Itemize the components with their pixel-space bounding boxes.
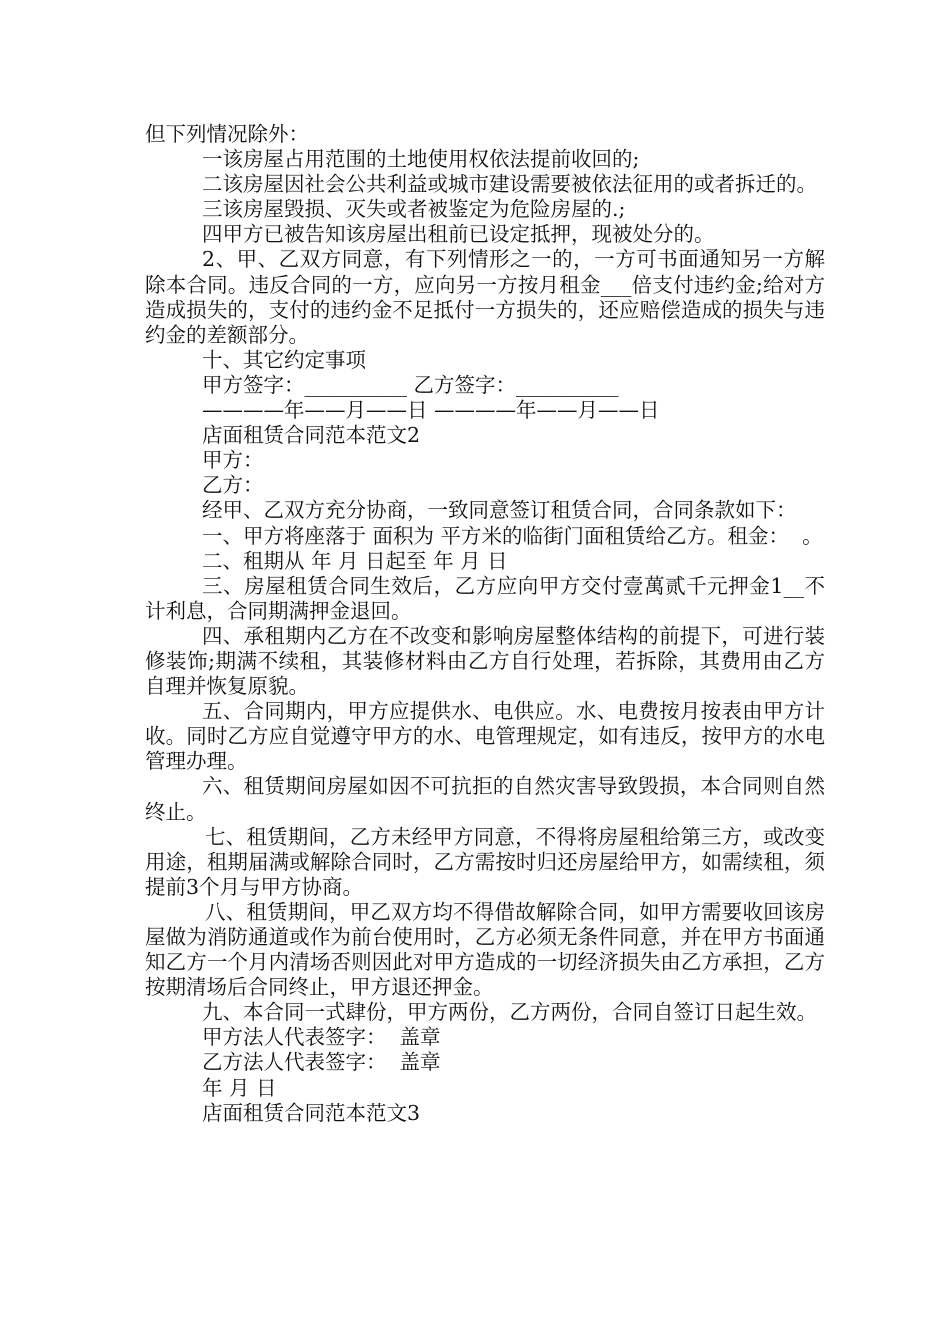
paragraph-exception-4: 四甲方已被告知该房屋出租前已设定抵押，现被处分的。 bbox=[202, 222, 715, 247]
signature-date: 年 月 日 bbox=[202, 1075, 277, 1100]
template-title-3: 店面租赁合同范本范文3 bbox=[202, 1100, 421, 1125]
paragraph-exceptions-intro: 但下列情况除外： bbox=[145, 122, 309, 146]
clause-6: 六、租赁期间房屋如因不可抗拒的自然灾害导致毁损，本合同则自然终止。 bbox=[145, 774, 825, 824]
template-title-2: 店面租赁合同范本范文2 bbox=[202, 423, 421, 448]
party-a-line: 甲方： bbox=[202, 448, 264, 473]
paragraph-termination-clause: 2、甲、乙双方同意，有下列情形之一的，一方可书面通知另一方解除本合同。违反合同的一方，应向另一方按月租金___倍支付违约金;给对方造成损失的，支付的违约金不足抵付一方损失的，还应赔偿造成的损失与违约金的差额部分。 bbox=[145, 247, 825, 347]
document-body bbox=[145, 122, 825, 1126]
date-line: ————年——月——日 ————年——月——日 bbox=[202, 398, 660, 423]
section-other-matters: 十、其它约定事项 bbox=[202, 347, 366, 372]
clause-8: 八、租赁期间，甲乙双方均不得借故解除合同，如甲方需要收回该房屋做为消防通道或作为前台使用时，乙方必须无条件同意，并在甲方书面通知乙方一个月内清场否则因此对甲方造成的一切经济损失由乙方承担，乙方按期清场后合同终止，甲方退还押金。 bbox=[145, 899, 825, 1000]
party-b-line: 乙方： bbox=[202, 473, 264, 498]
party-b-legal-signature: 乙方法人代表签字： 盖章 bbox=[202, 1050, 441, 1075]
clause-5: 五、合同期内，甲方应提供水、电供应。水、电费按月按表由甲方计收。同时乙方应自觉遵守甲方的水、电管理规定，如有违反，按甲方的水电管理办理。 bbox=[145, 699, 825, 774]
party-a-legal-signature: 甲方法人代表签字： 盖章 bbox=[202, 1025, 441, 1050]
paragraph-exception-2: 二该房屋因社会公共利益或城市建设需要被依法征用的或者拆迁的。 bbox=[202, 172, 817, 197]
agreement-intro: 经甲、乙双方充分协商，一致同意签订租赁合同，合同条款如下： bbox=[202, 498, 797, 523]
clause-4: 四、承租期内乙方在不改变和影响房屋整体结构的前提下，可进行装修装饰;期满不续租，其装修材料由乙方自行处理，若拆除，其费用由乙方自理并恢复原貌。 bbox=[145, 623, 825, 699]
clause-2: 二、租期从 年 月 日起至 年 月 日 bbox=[202, 548, 508, 573]
paragraph-exception-3: 三该房屋毁损、灭失或者被鉴定为危险房屋的.; bbox=[202, 197, 626, 222]
clause-7: 七、租赁期间，乙方未经甲方同意，不得将房屋租给第三方，或改变用途，租期届满或解除合同时，乙方需按时归还房屋给甲方，如需续租，须提前3个月与甲方协商。 bbox=[145, 824, 825, 899]
clause-3: 三、房屋租赁合同生效后，乙方应向甲方交付壹萬贰千元押金1__不计利息，合同期满押金退回。 bbox=[145, 573, 825, 623]
clause-9: 九、本合同一式肆份，甲方两份，乙方两份，合同自签订日起生效。 bbox=[202, 1000, 817, 1025]
signature-line: 甲方签字：__________ 乙方签字：__________ bbox=[202, 372, 619, 397]
clause-1: 一、甲方将座落于 面积为 平方米的临街门面租赁给乙方。租金： 。 bbox=[202, 523, 823, 548]
paragraph-exception-1: 一该房屋占用范围的土地使用权依法提前收回的; bbox=[202, 147, 640, 172]
